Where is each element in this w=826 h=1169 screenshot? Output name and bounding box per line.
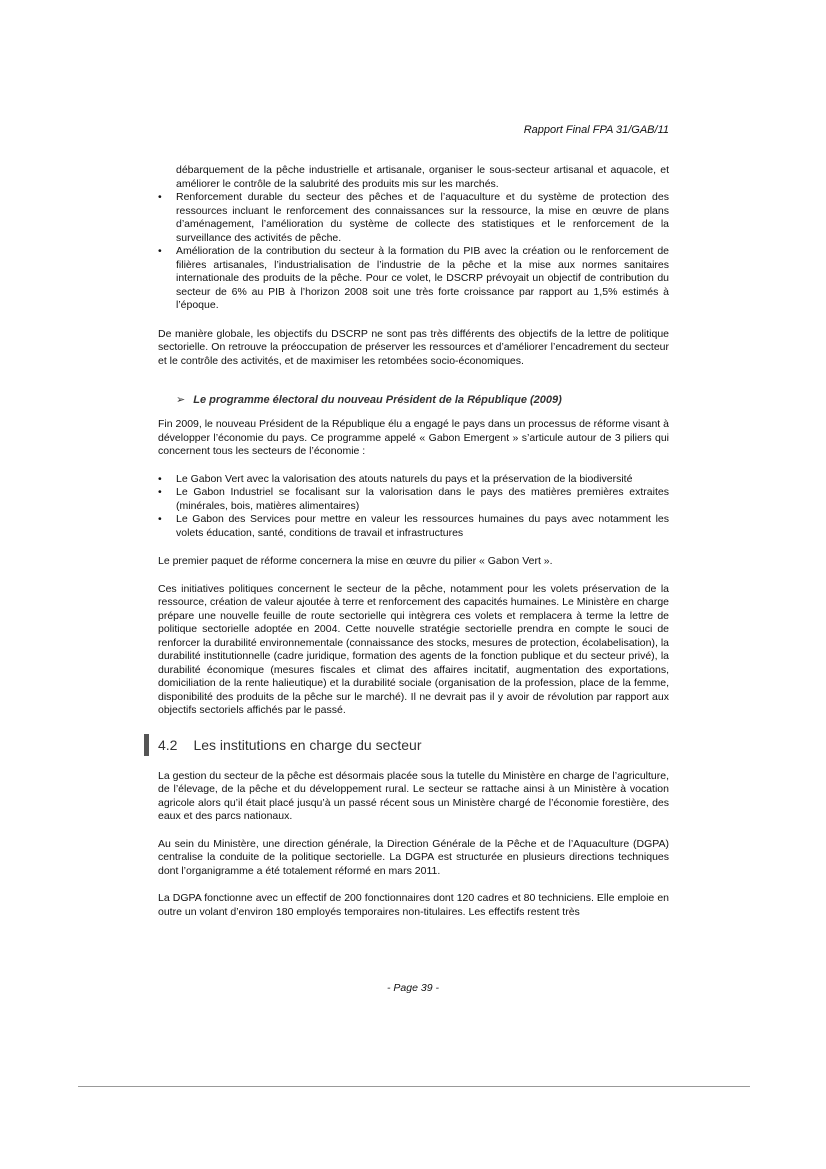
bullet-icon: • (158, 486, 162, 498)
list-item-text: Le Gabon des Services pour mettre en valeur les ressources humaines du pays avec notamment les volets éducation, santé, conditions de travail et infrastructures (176, 513, 669, 539)
bullet-icon: • (158, 513, 162, 525)
bullet-icon: • (158, 472, 162, 485)
section-number: 4.2 (158, 736, 178, 753)
bullet-continuation: débarquement de la pêche industrielle et artisanale, organiser le sous-secteur artisanal et aquacole, et améliorer le contrôle de la salubrité des produits mis sur les marchés. (176, 164, 669, 190)
list-item (158, 191, 669, 245)
list-item (158, 513, 669, 540)
subheading-text: Le programme électoral du nouveau Président de la République (2009) (193, 393, 562, 406)
paragraph: Ces initiatives politiques concernent le secteur de la pêche, notamment pour les volets préservation de la ressource, création de valeur ajoutée à terre et renforcement des capacités humaines. Le Ministère en charge prépare une nouvelle feuille de route sectorielle qui intègrera ces volets et remplacera à terme la lettre de politique sectorielle adoptée en 2004. Cette nouvelle stratégie sectorielle prendra en compte le souci de renforcer la durabilité environnementale (connaissance des stocks, mesures de protection, écolabelisation), la durabilité institutionnelle (cadre juridique, formation des agents de la fonction publique et du secteur privé), la durabilité économique (mesures fiscales et climat des affaires incitatif, augmentation des exportations, domiciliation de la rente halieutique) et la durabilité sociale (organisation de la profession, place de la femme, disponibilité des produits de la pêche sur le marché). Il ne devrait pas il y avoir de révolution par rapport aux objectifs sectoriels affichés par le passé. (158, 582, 669, 716)
paragraph: Fin 2009, le nouveau Président de la République élu a engagé le pays dans un processus de réforme visant à développer l’économie du pays. Ce programme appelé « Gabon Emergent » s’articule autour de 3 piliers qui concernent tous les secteurs de l’économie : (158, 418, 669, 457)
paragraph: Au sein du Ministère, une direction générale, la Direction Générale de la Pêche et de l’Aquaculture (DGPA) centralise la conduite de la politique sectorielle. La DGPA est structurée en plusieurs directions techniques dont l’organigramme a été totalement réformé en mars 2011. (158, 837, 669, 877)
list-item-text: Le Gabon Industriel se focalisant sur la valorisation dans le pays des matières premières extraites (minérales, bois, matières alimentaires) (176, 486, 669, 512)
bullet-icon: • (158, 191, 162, 203)
section-heading (158, 732, 669, 758)
arrow-bullet-icon: ➢ (176, 394, 186, 406)
subheading (158, 393, 669, 406)
running-header: Rapport Final FPA 31/GAB/11 (523, 124, 669, 136)
list-item-text: Amélioration de la contribution du secteur à la formation du PIB avec la création ou le renforcement de filières artisanales, l’industrialisation de l’industrie de la pêche et la mise aux normes sanitaires internationale des produits de la pêche. Pour ce volet, le DSCRP prévoyait un objectif de contribution du secteur de 6% au PIB à l’horizon 2008 soit une très forte croissance par rapport au 1,5% estimés à l’époque. (176, 245, 669, 311)
footer-rule (78, 1086, 750, 1087)
list-item-text: Renforcement durable du secteur des pêches et de l’aquaculture et du système de protection des ressources incluant le renforcement des connaissances sur la ressource, la mise en œuvre de plans d’aménagement, l’amélioration du système de collecte des statistiques et le renforcement de la surveillance des activités de pêche. (176, 191, 669, 244)
section-marker-bar (144, 734, 149, 756)
list-item-text: Le Gabon Vert avec la valorisation des atouts naturels du pays et la préservation de la biodiversité (176, 472, 633, 485)
section-title: Les institutions en charge du secteur (193, 736, 422, 753)
page-body (158, 164, 669, 919)
list-item (158, 245, 669, 313)
paragraph: La DGPA fonctionne avec un effectif de 200 fonctionnaires dont 120 cadres et 80 techniciens. Elle emploie en outre un volant d’environ 180 employés temporaires non-titulaires. Les effectifs restent très (158, 892, 669, 918)
list-item (158, 473, 669, 487)
page-number: - Page 39 - (387, 982, 439, 994)
bullet-list-pillars (158, 473, 669, 541)
list-item (158, 486, 669, 513)
bullet-icon: • (158, 245, 162, 257)
paragraph: De manière globale, les objectifs du DSCRP ne sont pas très différents des objectifs de la lettre de politique sectorielle. On retrouve la préoccupation de préserver les ressources et d’améliorer l’encadrement du secteur et le contrôle des activités, et de maximiser les retombées socio-économiques. (158, 327, 669, 367)
paragraph: Le premier paquet de réforme concernera la mise en œuvre du pilier « Gabon Vert ». (158, 555, 553, 567)
bullet-list-objectives (158, 191, 669, 313)
paragraph: La gestion du secteur de la pêche est désormais placée sous la tutelle du Ministère en charge de l’agriculture, de l’élevage, de la pêche et du développement rural. Le secteur se rattache ainsi à un Ministère à vocation agricole alors qu’il était placé jusqu’à un passé récent sous un Ministère chargé de l’économie forestière, des eaux et des parcs nationaux. (158, 769, 669, 822)
